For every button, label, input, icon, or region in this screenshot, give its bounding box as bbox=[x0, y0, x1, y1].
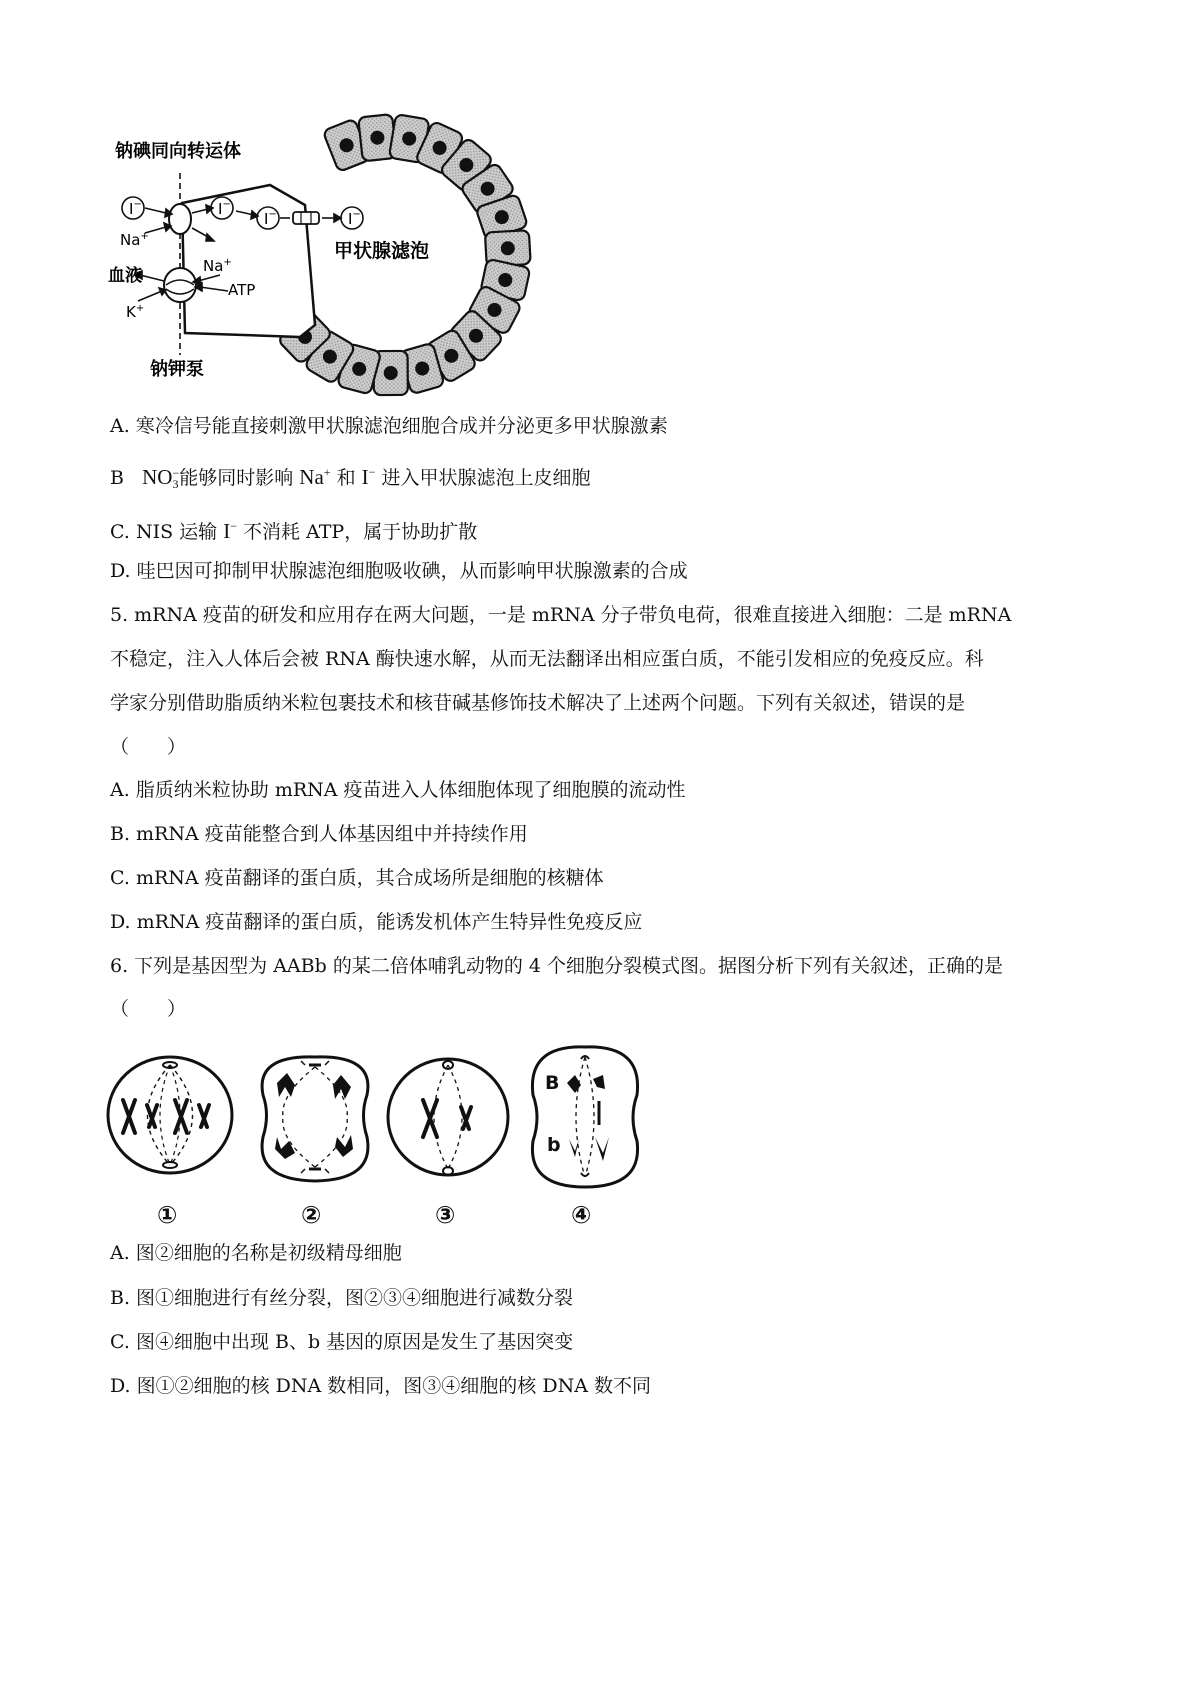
fig-label-3: ③ bbox=[435, 1201, 456, 1229]
fig-label-4: ④ bbox=[571, 1201, 592, 1229]
k-label: K+ bbox=[126, 303, 145, 321]
blood-label: 血液 bbox=[108, 266, 142, 286]
q4-option-b: B NO − 3 能够同时影响 Na+ 和 I− 进入甲状腺滤泡上皮细胞 bbox=[110, 465, 591, 492]
q4-option-c: C. NIS 运输 I− 不消耗 ATP，属于协助扩散 bbox=[110, 519, 478, 543]
iodide-ion-3 bbox=[257, 207, 279, 229]
q5-option-c: C. mRNA 疫苗翻译的蛋白质，其合成场所是细胞的核糖体 bbox=[110, 867, 604, 889]
q6-option-d: D. 图①②细胞的核 DNA 数相同，图③④细胞的核 DNA 数不同 bbox=[110, 1375, 651, 1397]
q5-option-d: D. mRNA 疫苗翻译的蛋白质，能诱发机体产生特异性免疫反应 bbox=[110, 911, 643, 933]
epithelial-cell bbox=[182, 185, 315, 337]
fig-label-1: ① bbox=[157, 1201, 178, 1229]
iodide-ion-1 bbox=[122, 197, 144, 219]
q4-option-a: A. 寒冷信号能直接刺激甲状腺滤泡细胞合成并分泌更多甲状腺激素 bbox=[110, 415, 668, 437]
pump-label: 钠钾泵 bbox=[150, 359, 204, 380]
q5-option-b: B. mRNA 疫苗能整合到人体基因组中并持续作用 bbox=[110, 823, 528, 845]
cell-2 bbox=[262, 1057, 368, 1181]
q5-option-a: A. 脂质纳米粒协助 mRNA 疫苗进入人体细胞体现了细胞膜的流动性 bbox=[110, 779, 686, 801]
svg-text:I−: I− bbox=[129, 199, 142, 218]
iodide-ion-4 bbox=[341, 207, 363, 229]
svg-text:I−: I− bbox=[264, 209, 277, 228]
follicle-label: 甲状腺滤泡 bbox=[334, 240, 430, 262]
q5-stem-line-1: 5. mRNA 疫苗的研发和应用存在两大问题，一是 mRNA 分子带负电荷，很难直接进入细胞：二是 mRNA bbox=[110, 604, 1012, 626]
pump-icon bbox=[164, 268, 196, 302]
svg-text:I−: I− bbox=[218, 199, 231, 218]
q5-answer-paren: （ ） bbox=[110, 736, 187, 758]
q5-stem-line-2: 不稳定，注入人体后会被 RNA 酶快速水解，从而无法翻译出相应蛋白质，不能引发相应的免疫反应。科 bbox=[110, 648, 984, 670]
q6-answer-paren: （ ） bbox=[110, 998, 187, 1020]
na-label-1: Na+ bbox=[120, 231, 149, 249]
q6-stem-line-1: 6. 下列是基因型为 AABb 的某二倍体哺乳动物的 4 个细胞分裂模式图。据图分析下列有关叙述，正确的是 bbox=[110, 955, 1003, 977]
q5-stem-line-3: 学家分别借助脂质纳米粒包裹技术和核苷碱基修饰技术解决了上述两个问题。下列有关叙述，错误的是 bbox=[110, 692, 966, 714]
cell-division-figure bbox=[105, 1045, 705, 1235]
q6-option-a: A. 图②细胞的名称是初级精母细胞 bbox=[110, 1242, 402, 1264]
symporter-icon bbox=[169, 204, 191, 234]
na-label-2: Na+ bbox=[203, 257, 232, 275]
cell-4 bbox=[532, 1047, 637, 1187]
q6-option-c: C. 图④细胞中出现 B、b 基因的原因是发生了基因突变 bbox=[110, 1331, 574, 1353]
gene-B-label: B bbox=[545, 1072, 560, 1094]
fig-label-2: ② bbox=[301, 1201, 322, 1229]
q4-option-d: D. 哇巴因可抑制甲状腺滤泡细胞吸收碘，从而影响甲状腺激素的合成 bbox=[110, 560, 688, 582]
gene-b-label: b bbox=[547, 1134, 561, 1156]
cell-3 bbox=[388, 1059, 508, 1175]
cell-1 bbox=[108, 1057, 232, 1173]
thyroid-follicle-figure bbox=[100, 105, 560, 425]
svg-text:I−: I− bbox=[348, 209, 361, 228]
q6-option-b: B. 图①细胞进行有丝分裂，图②③④细胞进行减数分裂 bbox=[110, 1287, 574, 1309]
channel-icon bbox=[293, 212, 319, 224]
iodide-ion-2 bbox=[211, 197, 233, 219]
symporter-label: 钠碘同向转运体 bbox=[115, 141, 241, 162]
atp-label: ATP bbox=[228, 281, 256, 299]
